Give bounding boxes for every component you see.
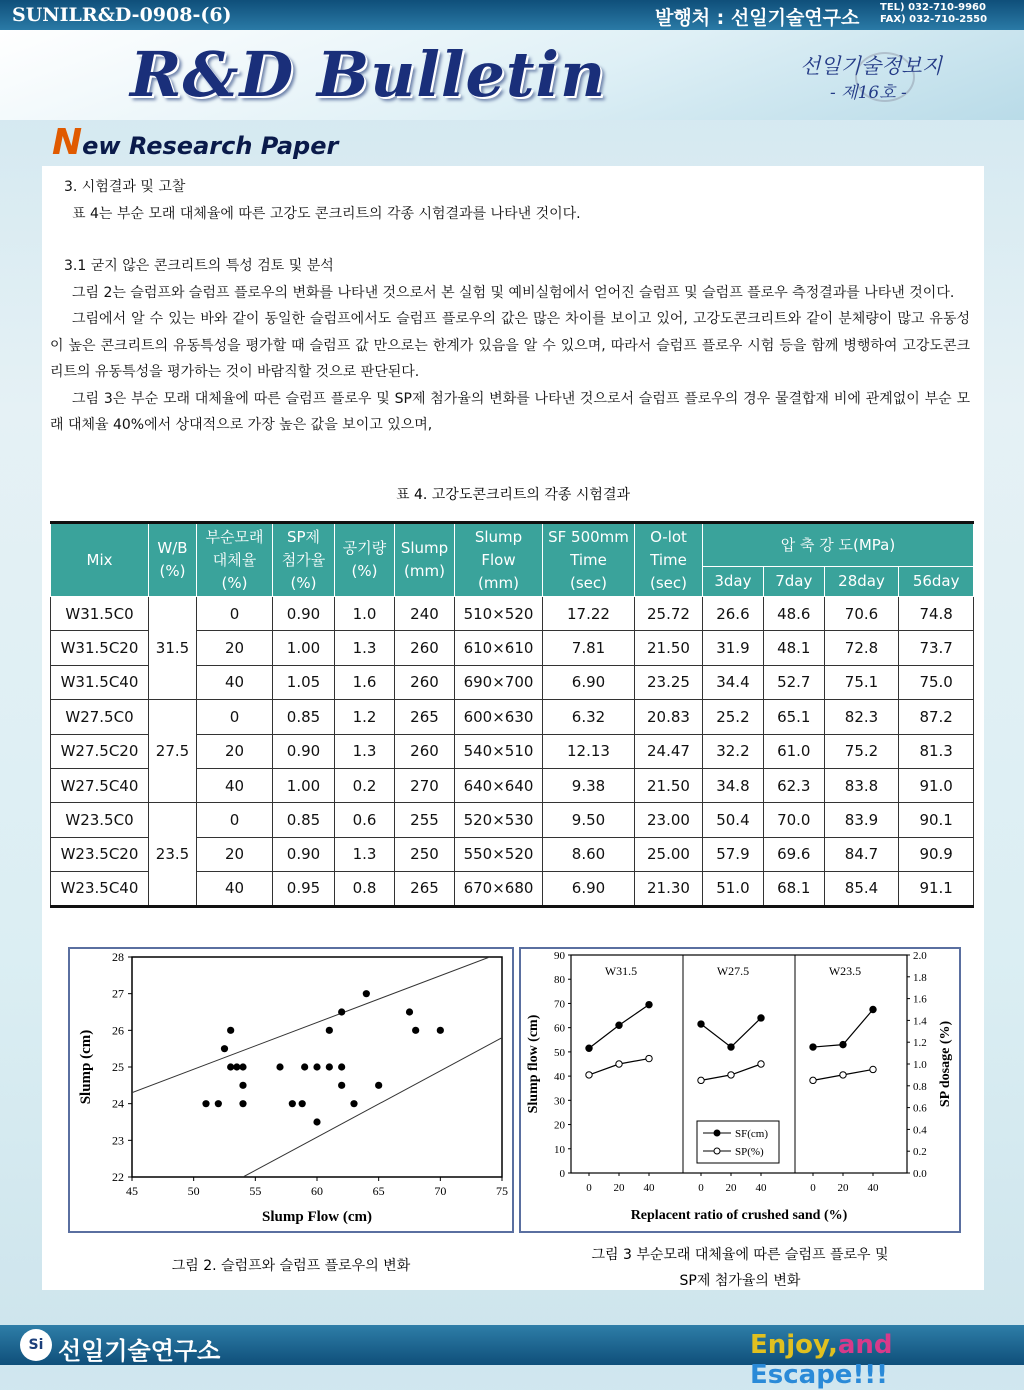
y-tick-label: 50	[554, 1046, 565, 1059]
x-tick-label: 20	[837, 1182, 849, 1194]
x-tick-label: 0	[586, 1182, 592, 1194]
sp-point	[698, 1077, 704, 1083]
cell-olot: 25.72	[635, 597, 703, 631]
cell-mix: W31.5C40	[51, 665, 149, 699]
scatter-point	[326, 1027, 333, 1034]
slogan: Enjoy,and Escape!!!	[750, 1330, 893, 1390]
y2-tick-label: 0.0	[913, 1168, 927, 1180]
x-axis-label: Replacent ratio of crushed sand (%)	[630, 1208, 848, 1223]
cell-7day: 70.0	[763, 803, 824, 837]
fax-number: FAX) 032-710-2550	[880, 14, 988, 25]
scatter-point	[313, 1063, 320, 1070]
header-sp-dosage: SP제 첨가율 (%)	[273, 523, 335, 597]
cell-28day: 83.8	[824, 768, 899, 802]
legend-marker	[714, 1130, 720, 1136]
cell-slump: 265	[395, 872, 455, 906]
scatter-point	[215, 1100, 222, 1107]
scatter-point	[338, 1063, 345, 1070]
cell-flow: 640×640	[455, 768, 543, 802]
cell-wb: 27.5	[149, 700, 197, 803]
legend-label: SF(cm)	[735, 1128, 768, 1140]
x-tick-label: 75	[496, 1184, 508, 1198]
cell-7day: 48.1	[763, 631, 824, 665]
y-tick-label: 28	[112, 950, 124, 964]
cell-28day: 75.2	[824, 734, 899, 768]
header-56day: 56day	[899, 567, 974, 597]
header-28day: 28day	[824, 567, 899, 597]
table-body	[51, 597, 974, 907]
cell-3day: 34.4	[703, 665, 764, 699]
cell-olot: 23.25	[635, 665, 703, 699]
sf-point	[758, 1015, 764, 1021]
guide-line	[132, 957, 490, 1093]
scatter-point	[227, 1027, 234, 1034]
cell-3day: 32.2	[703, 734, 764, 768]
sf-point	[646, 1001, 652, 1007]
cell-sp: 0.90	[273, 597, 335, 631]
cell-flow: 540×510	[455, 734, 543, 768]
cell-3day: 34.8	[703, 768, 764, 802]
y2-tick-label: 1.4	[913, 1015, 927, 1028]
cell-slump: 260	[395, 631, 455, 665]
cell-sp: 1.05	[273, 665, 335, 699]
sf-point	[728, 1044, 734, 1050]
cell-sp: 0.90	[273, 734, 335, 768]
panel-label: W31.5	[604, 964, 638, 978]
x-axis-label: Slump Flow (cm)	[262, 1209, 372, 1225]
y-tick-label: 10	[554, 1143, 565, 1156]
cell-mix: W23.5C40	[51, 872, 149, 906]
sp-point	[646, 1055, 652, 1061]
cell-sf500: 6.90	[543, 872, 635, 906]
cell-7day: 52.7	[763, 665, 824, 699]
scatter-point	[313, 1118, 320, 1125]
cell-mix: W23.5C0	[51, 803, 149, 837]
cell-slump: 265	[395, 700, 455, 734]
y2-tick-label: 0.8	[913, 1080, 927, 1093]
cell-sand-ratio: 40	[197, 665, 273, 699]
cell-air: 1.2	[335, 700, 395, 734]
document-id: SUNILR&D-0908-(6)	[12, 4, 232, 26]
y-tick-label: 24	[112, 1096, 124, 1111]
scatter-point	[412, 1027, 419, 1034]
header-sf500: SF 500mm Time (sec)	[543, 523, 635, 597]
x-tick-label: 50	[187, 1184, 200, 1198]
cell-slump: 260	[395, 665, 455, 699]
cell-sand-ratio: 20	[197, 734, 273, 768]
cell-flow: 600×630	[455, 700, 543, 734]
paragraph-1: 표 4는 부순 모래 대체율에 따른 고강도 콘크리트의 각종 시험결과를 나타낸 것이다.	[72, 205, 581, 222]
cell-sf500: 17.22	[543, 597, 635, 631]
cell-sand-ratio: 40	[197, 872, 273, 906]
results-table	[50, 521, 974, 908]
x-tick-label: 0	[698, 1182, 704, 1194]
cell-56day: 90.1	[899, 803, 974, 837]
figure-2-caption: 그림 2. 슬럼프와 슬럼프 플로우의 변화	[171, 1258, 411, 1274]
y2-tick-label: 0.4	[913, 1124, 927, 1137]
figure-3-chart	[519, 947, 961, 1233]
y2-tick-label: 1.0	[913, 1059, 927, 1071]
scatter-point	[299, 1100, 306, 1107]
sf-point	[840, 1041, 846, 1047]
cell-sp: 0.85	[273, 700, 335, 734]
panel-label: W27.5	[716, 964, 750, 978]
cell-olot: 21.50	[635, 768, 703, 802]
cell-mix: W31.5C0	[51, 597, 149, 631]
x-tick-label: 65	[372, 1184, 385, 1198]
y-tick-label: 60	[554, 1022, 565, 1035]
y-tick-label: 22	[112, 1170, 124, 1184]
cell-28day: 72.8	[824, 631, 899, 665]
cell-7day: 62.3	[763, 768, 824, 802]
cell-56day: 91.1	[899, 872, 974, 906]
cell-56day: 91.0	[899, 768, 974, 802]
heading-results: 3. 시험결과 및 고찰	[64, 179, 186, 195]
paragraph-3: 그림에서 알 수 있는 바와 같이 동일한 슬럼프에서도 슬럼프 플로우의 값은 많은 차이를 보이고 있어, 고강도콘크리트와 같이 분체량이 많고 유동성이 높은 콘크리트의 유동특성을 평가할 때 슬럼프 값 만으로는 한계가 있음을 알 수 있으며, 따라서 슬럼프 플로우 시험 등을 함께 병행하여 고강도콘크리트의 유동특성을 평가하는 것이 바람직할 것으로 판단된다.	[50, 311, 970, 380]
sp-point	[586, 1072, 592, 1078]
header-7day: 7day	[763, 567, 824, 597]
cell-olot: 24.47	[635, 734, 703, 768]
cell-sp: 1.00	[273, 768, 335, 802]
cell-7day: 48.6	[763, 597, 824, 631]
body-text	[50, 174, 970, 439]
header-sand-ratio: 부순모래 대체율 (%)	[197, 523, 273, 597]
cell-mix: W27.5C40	[51, 768, 149, 802]
cell-sp: 0.95	[273, 872, 335, 906]
guide-line	[243, 1038, 502, 1177]
y-tick-label: 40	[554, 1071, 565, 1084]
cell-28day: 70.6	[824, 597, 899, 631]
y-tick-label: 70	[554, 998, 565, 1011]
figure-3-caption: 그림 3 부순모래 대체율에 따른 슬럼프 플로우 및 SP제 첨가율의 변화	[591, 1247, 889, 1289]
scatter-point	[406, 1008, 413, 1015]
tel-number: TEL) 032-710-9960	[880, 2, 986, 13]
x-tick-label: 20	[725, 1182, 737, 1194]
cell-sf500: 6.32	[543, 700, 635, 734]
slump-scatter-svg	[70, 949, 512, 1231]
publisher: 발행처 : 선일기술연구소	[655, 7, 860, 29]
y-axis-label: Slump (cm)	[78, 1029, 94, 1105]
scatter-point	[338, 1082, 345, 1089]
legend-label: SP(%)	[735, 1146, 764, 1158]
cell-7day: 65.1	[763, 700, 824, 734]
sf-point	[810, 1044, 816, 1050]
section-title	[52, 122, 338, 163]
y-tick-label: 90	[554, 950, 565, 962]
y-tick-label: 25	[112, 1060, 124, 1074]
y-tick-label: 0	[559, 1168, 565, 1180]
cell-sand-ratio: 20	[197, 837, 273, 871]
y-tick-label: 30	[554, 1095, 565, 1108]
cell-mix: W27.5C0	[51, 700, 149, 734]
cell-olot: 25.00	[635, 837, 703, 871]
sf-point	[586, 1045, 592, 1051]
scatter-point	[301, 1063, 308, 1070]
scatter-point	[363, 990, 370, 997]
cell-flow: 510×520	[455, 597, 543, 631]
x-tick-label: 40	[867, 1182, 879, 1194]
cell-7day: 61.0	[763, 734, 824, 768]
issue-name: 선일기술정보지	[800, 54, 943, 78]
cell-slump: 250	[395, 837, 455, 871]
x-tick-label: 20	[613, 1182, 625, 1194]
cell-3day: 50.4	[703, 803, 764, 837]
cell-56day: 74.8	[899, 597, 974, 631]
cell-sf500: 7.81	[543, 631, 635, 665]
cell-56day: 73.7	[899, 631, 974, 665]
y2-tick-label: 2.0	[913, 950, 927, 962]
cell-air: 1.6	[335, 665, 395, 699]
cell-7day: 69.6	[763, 837, 824, 871]
legend-marker	[714, 1148, 720, 1154]
cell-flow: 550×520	[455, 837, 543, 871]
y-tick-label: 80	[554, 974, 565, 987]
table-row	[51, 803, 974, 837]
cell-air: 1.3	[335, 734, 395, 768]
cell-air: 1.3	[335, 631, 395, 665]
cell-mix: W31.5C20	[51, 631, 149, 665]
cell-3day: 25.2	[703, 700, 764, 734]
table-caption: 표 4. 고강도콘크리트의 각종 시험결과	[395, 487, 631, 503]
cell-56day: 75.0	[899, 665, 974, 699]
cell-3day: 31.9	[703, 631, 764, 665]
y-tick-label: 26	[112, 1023, 124, 1038]
sp-point	[840, 1072, 846, 1078]
sf-point	[616, 1022, 622, 1028]
y2-tick-label: 0.2	[913, 1146, 927, 1159]
bulletin-title: R&D Bulletin	[130, 38, 607, 111]
scatter-point	[221, 1045, 228, 1052]
header-slump: Slump (mm)	[395, 523, 455, 597]
cell-sf500: 12.13	[543, 734, 635, 768]
cell-sand-ratio: 0	[197, 803, 273, 837]
cell-sand-ratio: 0	[197, 700, 273, 734]
x-tick-label: 0	[810, 1182, 816, 1194]
cell-slump: 240	[395, 597, 455, 631]
cell-56day: 90.9	[899, 837, 974, 871]
scatter-point	[233, 1063, 240, 1070]
y2-tick-label: 1.2	[913, 1037, 927, 1050]
cell-28day: 82.3	[824, 700, 899, 734]
sp-point	[728, 1072, 734, 1078]
y-tick-label: 20	[554, 1119, 565, 1132]
header-strength: 압 축 강 도(MPa)	[703, 523, 974, 567]
y-tick-label: 23	[112, 1133, 124, 1148]
x-tick-label: 55	[249, 1184, 262, 1198]
y2-tick-label: 1.8	[913, 971, 927, 984]
cell-air: 1.3	[335, 837, 395, 871]
scatter-point	[276, 1063, 283, 1070]
cell-sf500: 8.60	[543, 837, 635, 871]
scatter-point	[239, 1063, 246, 1070]
scatter-point	[239, 1082, 246, 1089]
series-line	[701, 1018, 761, 1047]
cell-mix: W23.5C20	[51, 837, 149, 871]
cell-56day: 81.3	[899, 734, 974, 768]
header-3day: 3day	[703, 567, 764, 597]
cell-sp: 1.00	[273, 631, 335, 665]
issue-number: - 제16호 -	[830, 83, 907, 103]
y-axis-label: Slump flow (cm)	[526, 1014, 541, 1114]
y2-tick-label: 0.6	[913, 1102, 927, 1115]
cell-olot: 23.00	[635, 803, 703, 837]
cell-air: 0.8	[335, 872, 395, 906]
scatter-point	[437, 1027, 444, 1034]
cell-slump: 255	[395, 803, 455, 837]
x-tick-label: 70	[434, 1184, 447, 1198]
sp-point	[758, 1061, 764, 1067]
cell-3day: 57.9	[703, 837, 764, 871]
cell-mix: W27.5C20	[51, 734, 149, 768]
x-tick-label: 60	[311, 1184, 323, 1198]
scatter-point	[289, 1100, 296, 1107]
contact-info	[880, 2, 987, 26]
cell-28day: 84.7	[824, 837, 899, 871]
footer-company-name: 선일기술연구소	[58, 1337, 221, 1365]
sp-point	[810, 1077, 816, 1083]
cell-sf500: 9.38	[543, 768, 635, 802]
y2-tick-label: 1.6	[913, 993, 927, 1006]
company-logo-icon: Si	[20, 1329, 52, 1361]
header-olot: O-lot Time (sec)	[635, 523, 703, 597]
y2-axis-label: SP dosage (%)	[938, 1020, 953, 1108]
figure-2-chart	[68, 947, 514, 1233]
y-tick-label: 27	[112, 986, 124, 1001]
scatter-point	[375, 1082, 382, 1089]
cell-slump: 270	[395, 768, 455, 802]
cell-wb: 31.5	[149, 597, 197, 700]
scatter-point	[326, 1063, 333, 1070]
cell-flow: 690×700	[455, 665, 543, 699]
cell-sand-ratio: 20	[197, 631, 273, 665]
cell-flow: 670×680	[455, 872, 543, 906]
cell-air: 0.2	[335, 768, 395, 802]
heading-fresh-concrete: 3.1 굳지 않은 콘크리트의 특성 검토 및 분석	[64, 258, 334, 274]
cell-slump: 260	[395, 734, 455, 768]
cell-56day: 87.2	[899, 700, 974, 734]
paragraph-4: 그림 3은 부순 모래 대체율에 따른 슬럼프 플로우 및 SP제 첨가율의 변화를 나타낸 것으로서 슬럼프 플로우의 경우 물결합재 비에 관계없이 부순 모래 대체율 40%에서 상대적으로 가장 높은 값을 보이고 있으며,	[50, 390, 970, 433]
sf-point	[870, 1006, 876, 1012]
header-mix: Mix	[51, 523, 149, 597]
cell-wb: 23.5	[149, 803, 197, 906]
panel-label: W23.5	[828, 964, 862, 978]
sp-point	[616, 1061, 622, 1067]
header-wb: W/B (%)	[149, 523, 197, 597]
paragraph-2: 그림 2는 슬럼프와 슬럼프 플로우의 변화를 나타낸 것으로서 본 실험 및 예비실험에서 얻어진 슬럼프 및 슬럼프 플로우 측정결과를 나타낸 것이다.	[72, 284, 955, 301]
table-row	[51, 700, 974, 734]
cell-sand-ratio: 0	[197, 597, 273, 631]
cell-3day: 26.6	[703, 597, 764, 631]
cell-air: 1.0	[335, 597, 395, 631]
cell-flow: 610×610	[455, 631, 543, 665]
cell-3day: 51.0	[703, 872, 764, 906]
cell-sf500: 9.50	[543, 803, 635, 837]
cell-sf500: 6.90	[543, 665, 635, 699]
header-slump-flow: Slump Flow (mm)	[455, 523, 543, 597]
cell-28day: 75.1	[824, 665, 899, 699]
cell-air: 0.6	[335, 803, 395, 837]
table-row	[51, 597, 974, 631]
cell-olot: 21.30	[635, 872, 703, 906]
scatter-point	[227, 1063, 234, 1070]
sp-point	[870, 1066, 876, 1072]
cell-sp: 0.85	[273, 803, 335, 837]
cell-28day: 83.9	[824, 803, 899, 837]
scatter-point	[338, 1008, 345, 1015]
section-title-initial: N	[52, 122, 83, 163]
cell-flow: 520×530	[455, 803, 543, 837]
x-tick-label: 40	[755, 1182, 767, 1194]
scatter-point	[202, 1100, 209, 1107]
cell-sand-ratio: 40	[197, 768, 273, 802]
section-title-rest: ew Research Paper	[82, 132, 339, 160]
scatter-point	[239, 1100, 246, 1107]
cell-olot: 20.83	[635, 700, 703, 734]
header-air: 공기량 (%)	[335, 523, 395, 597]
x-tick-label: 45	[126, 1184, 138, 1198]
cell-7day: 68.1	[763, 872, 824, 906]
cell-olot: 21.50	[635, 631, 703, 665]
cell-28day: 85.4	[824, 872, 899, 906]
cell-sp: 0.90	[273, 837, 335, 871]
sf-point	[698, 1021, 704, 1027]
x-tick-label: 40	[643, 1182, 655, 1194]
scatter-point	[350, 1100, 357, 1107]
slump-flow-line-svg	[521, 949, 959, 1231]
